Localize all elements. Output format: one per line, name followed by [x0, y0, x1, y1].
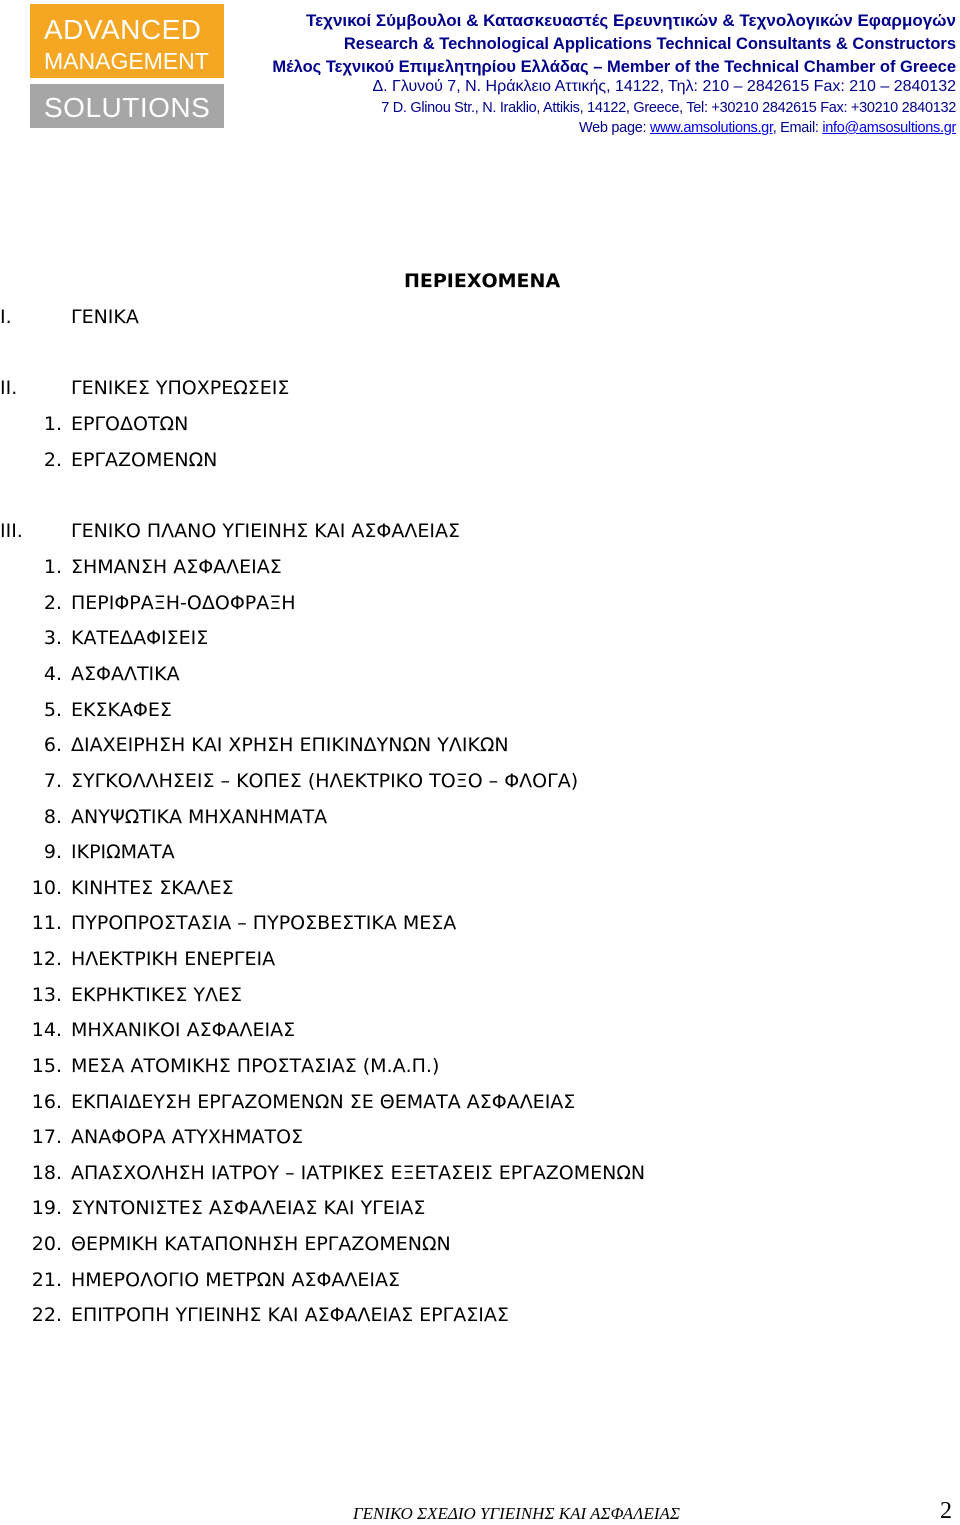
item-number: 15.	[31, 1055, 62, 1077]
page-number: 2	[940, 1498, 952, 1524]
item-number: 3.	[43, 627, 62, 649]
item-number: 1.	[43, 556, 62, 578]
item-number: 10.	[31, 877, 62, 899]
item-title: ΗΜΕΡΟΛΟΓΙΟ ΜΕΤΡΩΝ ΑΣΦΑΛΕΙΑΣ	[71, 1269, 401, 1291]
item-number: 20.	[31, 1233, 62, 1255]
item-title: ΠΥΡΟΠΡΟΣΤΑΣΙΑ – ΠΥΡΟΣΒΕΣΤΙΚΑ ΜΕΣΑ	[71, 912, 457, 934]
item-number: 12.	[31, 948, 62, 970]
email-label: , Email:	[772, 120, 823, 136]
logo-line-1: ADVANCED	[44, 14, 202, 45]
item-number: 14.	[31, 1019, 62, 1041]
header-line-greek-title: Τεχνικοί Σύμβουλοι & Κατασκευαστές Ερευνητικών & Τεχνολογικών Εφαρμογών	[305, 11, 956, 30]
item-title: ΔΙΑΧΕΙΡΗΣΗ ΚΑΙ ΧΡΗΣΗ ΕΠΙΚΙΝΔΥΝΩΝ ΥΛΙΚΩΝ	[71, 734, 509, 756]
item-title: ΑΝΑΦΟΡΑ ΑΤΥΧΗΜΑΤΟΣ	[71, 1126, 304, 1148]
header-line-membership: Μέλος Τεχνικού Επιμελητηρίου Ελλάδας – Member of the Technical Chamber of Greece	[272, 58, 956, 76]
item-title: ΕΚΣΚΑΦΕΣ	[71, 699, 172, 721]
item-title: ΙΚΡΙΩΜΑΤΑ	[71, 841, 175, 863]
item-title: ΑΠΑΣΧΟΛΗΣΗ ΙΑΤΡΟΥ – ΙΑΤΡΙΚΕΣ ΕΞΕΤΑΣΕΙΣ ΕΡΓΑΖΟΜΕΝΩΝ	[71, 1162, 646, 1184]
item-number: 2.	[43, 592, 62, 614]
item-number: 8.	[43, 806, 62, 828]
section-title: ΓΕΝΙΚΕΣ ΥΠΟΧΡΕΩΣΕΙΣ	[71, 377, 290, 399]
item-number: 21.	[31, 1269, 62, 1291]
item-number: 19.	[31, 1197, 62, 1219]
item-number: 5.	[43, 699, 62, 721]
item-number: 6.	[43, 734, 62, 756]
item-title: ΕΚΠΑΙΔΕΥΣΗ ΕΡΓΑΖΟΜΕΝΩΝ ΣΕ ΘΕΜΑΤΑ ΑΣΦΑΛΕΙΑΣ	[71, 1091, 576, 1113]
item-number: 1.	[43, 413, 62, 435]
footer-document-title: ΓΕΝΙΚΟ ΣΧΕΔΙΟ ΥΓΙΕΙΝΗΣ ΚΑΙ ΑΣΦΑΛΕΙΑΣ	[352, 1504, 680, 1523]
item-title: ΣΥΓΚΟΛΛΗΣΕΙΣ – ΚΟΠΕΣ (ΗΛΕΚΤΡΙΚΟ ΤΟΞΟ – ΦΛΟΓΑ)	[71, 770, 579, 792]
item-number: 13.	[31, 984, 62, 1006]
item-title: ΣΥΝΤΟΝΙΣΤΕΣ ΑΣΦΑΛΕΙΑΣ ΚΑΙ ΥΓΕΙΑΣ	[71, 1197, 426, 1219]
header-line-english-title: Research & Technological Applications Technical Consultants & Constructors	[343, 35, 956, 53]
item-title: ΘΕΡΜΙΚΗ ΚΑΤΑΠΟΝΗΣΗ ΕΡΓΑΖΟΜΕΝΩΝ	[71, 1233, 451, 1255]
item-title: ΠΕΡΙΦΡΑΞΗ-ΟΔΟΦΡΑΞΗ	[71, 592, 296, 614]
web-label: Web page:	[579, 120, 650, 136]
section-number: III.	[0, 520, 23, 542]
item-number: 7.	[43, 770, 62, 792]
header-line-contact	[579, 120, 956, 136]
email-link[interactable]: info@amsosultions.gr	[822, 120, 956, 136]
item-number: 17.	[31, 1126, 62, 1148]
header-line-english-address: 7 D. Glinou Str., N. Iraklio, Attikis, 14122, Greece, Tel: +30210 2842615 Fax: +30210 2840132	[381, 100, 956, 116]
item-title: ΕΚΡΗΚΤΙΚΕΣ ΥΛΕΣ	[71, 984, 242, 1006]
section-number: II.	[0, 377, 18, 399]
toc-title: ΠΕΡΙΕΧΟΜΕΝΑ	[404, 270, 561, 292]
section-number: I.	[0, 306, 12, 328]
item-title: ΜΕΣΑ ΑΤΟΜΙΚΗΣ ΠΡΟΣΤΑΣΙΑΣ (Μ.Α.Π.)	[71, 1055, 440, 1077]
website-link[interactable]: www.amsolutions.gr	[649, 120, 773, 136]
item-title: ΕΠΙΤΡΟΠΗ ΥΓΙΕΙΝΗΣ ΚΑΙ ΑΣΦΑΛΕΙΑΣ ΕΡΓΑΣΙΑΣ	[71, 1304, 509, 1326]
company-logo	[30, 4, 224, 128]
item-number: 22.	[31, 1304, 62, 1326]
item-title: ΣΗΜΑΝΣΗ ΑΣΦΑΛΕΙΑΣ	[71, 556, 282, 578]
item-title: ΗΛΕΚΤΡΙΚΗ ΕΝΕΡΓΕΙΑ	[71, 948, 276, 970]
item-title: ΕΡΓΟΔΟΤΩΝ	[71, 413, 189, 435]
item-number: 11.	[31, 912, 62, 934]
item-number: 18.	[31, 1162, 62, 1184]
item-title: ΕΡΓΑΖΟΜΕΝΩΝ	[71, 449, 218, 471]
item-number: 16.	[31, 1091, 62, 1113]
item-number: 2.	[43, 449, 62, 471]
item-title: ΚΙΝΗΤΕΣ ΣΚΑΛΕΣ	[71, 877, 234, 899]
item-title: ΚΑΤΕΔΑΦΙΣΕΙΣ	[71, 627, 209, 649]
item-title: ΜΗΧΑΝΙΚΟΙ ΑΣΦΑΛΕΙΑΣ	[71, 1019, 296, 1041]
item-title: ΑΣΦΑΛΤΙΚΑ	[71, 663, 180, 685]
section-title: ΓΕΝΙΚΟ ΠΛΑΝΟ ΥΓΙΕΙΝΗΣ ΚΑΙ ΑΣΦΑΛΕΙΑΣ	[71, 520, 460, 542]
section-title: ΓΕΝΙΚΑ	[71, 306, 139, 328]
item-title: ΑΝΥΨΩΤΙΚΑ ΜΗΧΑΝΗΜΑΤΑ	[71, 806, 328, 828]
logo-line-2: MANAGEMENT	[44, 48, 209, 74]
logo-line-3: SOLUTIONS	[44, 92, 211, 123]
item-number: 4.	[43, 663, 62, 685]
item-number: 9.	[43, 841, 62, 863]
header-line-greek-address: Δ. Γλυνού 7, Ν. Ηράκλειο Αττικής, 14122, Τηλ: 210 – 2842615 Fax: 210 – 2840132	[372, 78, 956, 95]
